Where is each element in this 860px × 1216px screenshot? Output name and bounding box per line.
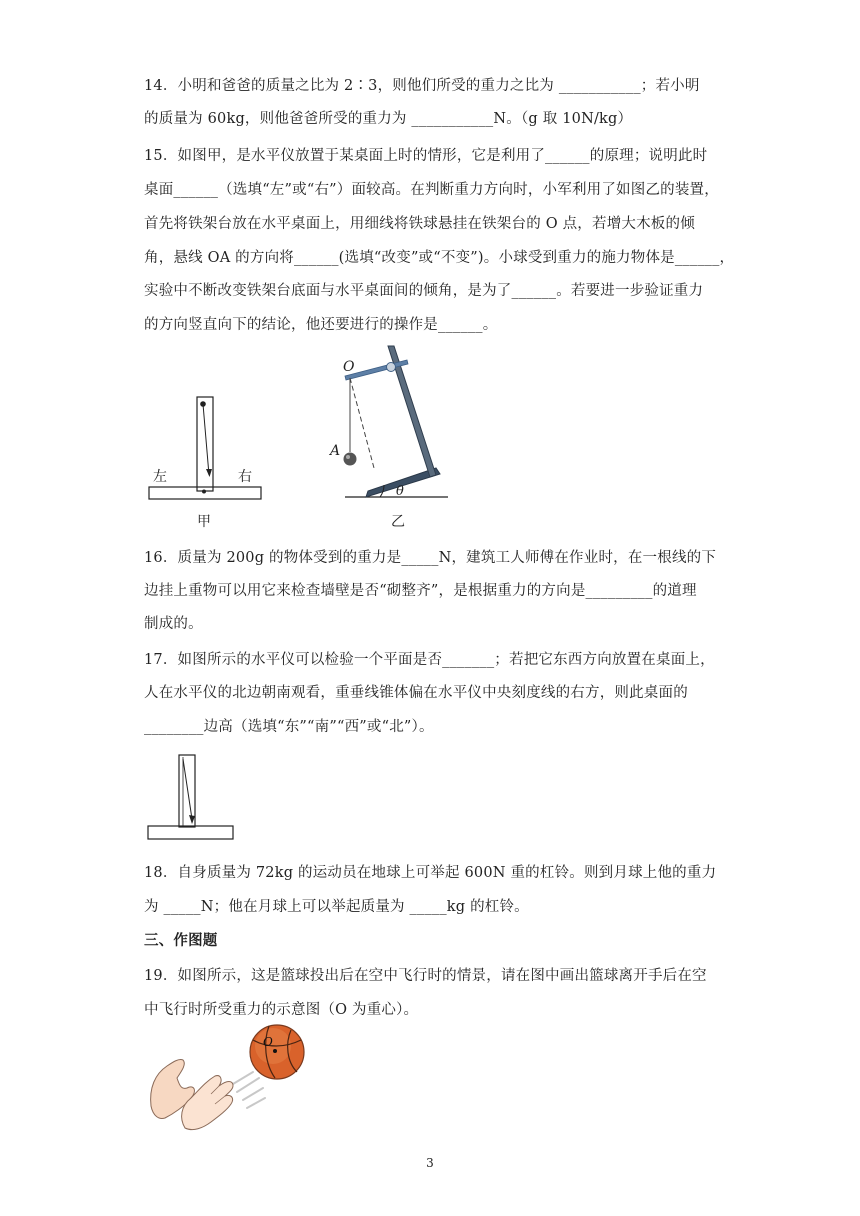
figure-jia-caption: 甲	[197, 514, 211, 530]
section-3-title: 三、作图题	[144, 932, 218, 949]
figure-q19-center-label: O	[263, 1035, 273, 1049]
q19-line-1: 19．如图所示，这是篮球投出后在空中飞行时的情景，请在图中画出篮球离开手后在空	[144, 968, 707, 984]
figure-q17-level	[146, 753, 236, 843]
figure-jia-left-label: 左	[153, 469, 167, 485]
q14-line-1: 14．小明和爸爸的质量之比为 2∶3，则他们所受的重力之比为 ___________；若小明	[144, 78, 700, 94]
q16-line-3: 制成的。	[144, 616, 203, 632]
q15-line-3: 首先将铁架台放在水平桌面上，用细线将铁球悬挂在铁架台的 O 点，若增大木板的倾	[144, 216, 695, 232]
page-number: 3	[426, 1156, 434, 1170]
q15-line-2: 桌面______（选填“左”或“右”）面较高。在判断重力方向时，小军利用了如图乙的装置，	[144, 182, 719, 198]
figure-yi-angle-label: θ	[396, 484, 404, 499]
q19-line-2: 中飞行时所受重力的示意图（O 为重心）。	[144, 1002, 419, 1018]
q18-line-1: 18．自身质量为 72kg 的运动员在地球上可举起 600N 重的杠铃。则到月球上他的重力	[144, 865, 717, 881]
figure-yi-point-o: O	[343, 359, 355, 375]
q17-line-2: 人在水平仪的北边朝南观看，重垂线锥体偏在水平仪中央刻度线的右方，则此桌面的	[144, 685, 688, 701]
q16-line-2: 边挂上重物可以用它来检查墙壁是否“砌整齐”，是根据重力的方向是_________的道理	[144, 583, 697, 599]
figure-q19-basketball	[145, 1018, 315, 1138]
q18-line-2: 为 _____N；他在月球上可以举起质量为 _____kg 的杠铃。	[144, 899, 529, 915]
q15-line-4: 角，悬线 OA 的方向将______(选填“改变”或“不变”)。小球受到重力的施力物体是______，	[144, 250, 735, 266]
figure-yi-point-a: A	[330, 443, 341, 459]
figure-jia-right-label: 右	[238, 469, 252, 485]
q16-line-1: 16．质量为 200g 的物体受到的重力是_____N，建筑工人师傅在作业时，在一根线的下	[144, 550, 717, 566]
q15-line-6: 的方向竖直向下的结论，他还要进行的操作是______。	[144, 317, 498, 333]
figure-jia-level	[148, 395, 263, 505]
q17-line-3: ________边高（选填“东”“南”“西”或“北”）。	[144, 719, 434, 735]
figure-yi-caption: 乙	[391, 514, 405, 530]
q15-line-1: 15．如图甲，是水平仪放置于某桌面上时的情形，它是利用了______的原理；说明此时	[144, 148, 708, 164]
q15-line-5: 实验中不断改变铁架台底面与水平桌面间的倾角，是为了______。若要进一步验证重力	[144, 283, 704, 299]
q14-line-2: 的质量为 60kg，则他爸爸所受的重力为 ___________N。（g 取 10N/kg）	[144, 111, 633, 127]
q17-line-1: 17．如图所示的水平仪可以检验一个平面是否_______；若把它东西方向放置在桌面上，	[144, 652, 715, 668]
